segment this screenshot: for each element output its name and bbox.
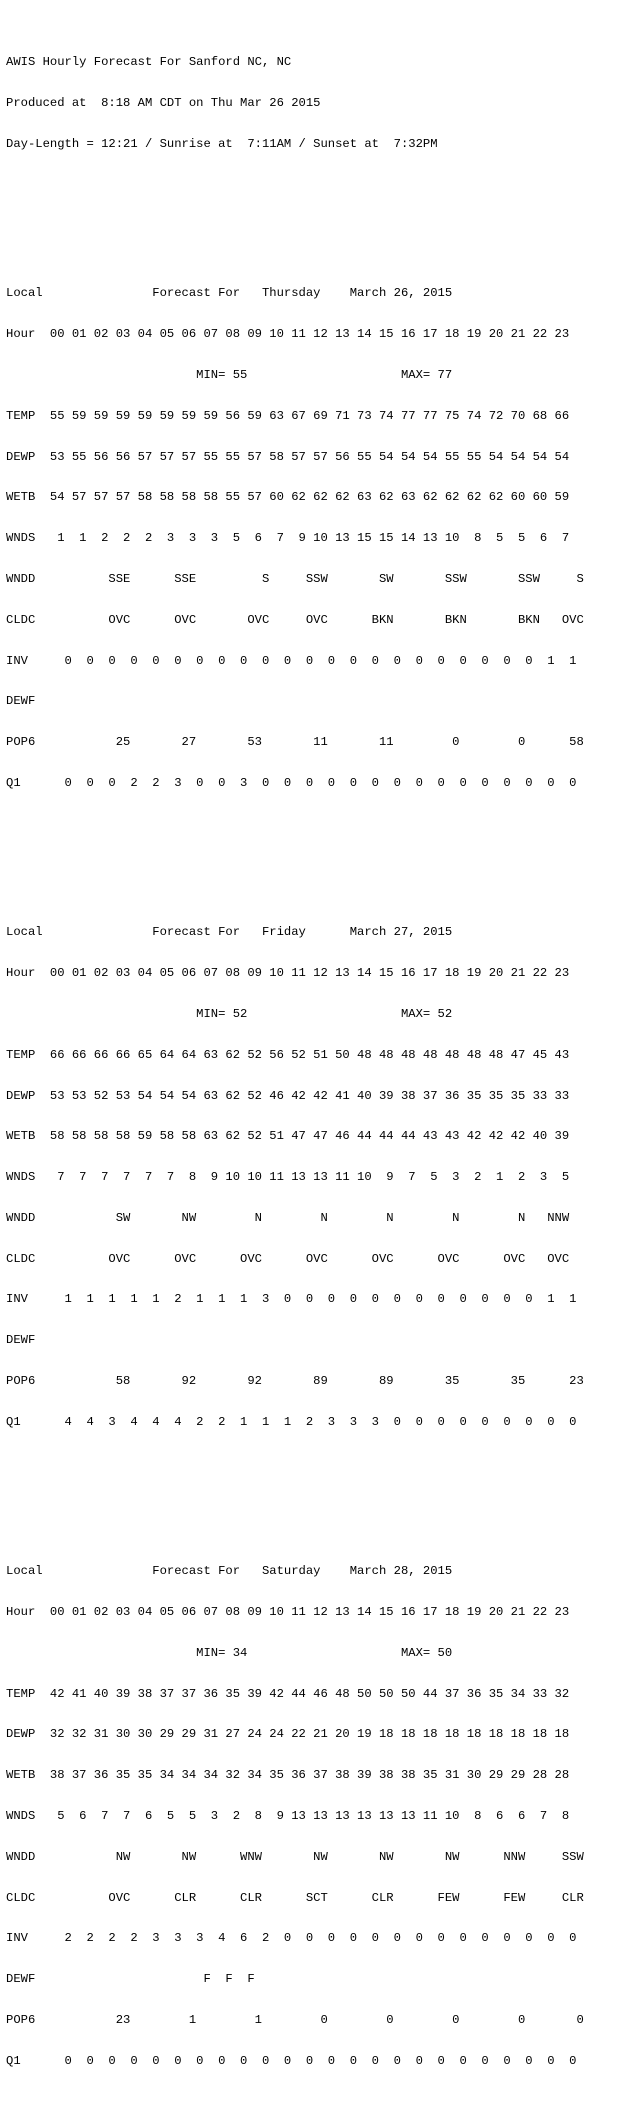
inv-row: INV 1 1 1 1 1 2 1 1 1 3 0 0 0 0 0 0 0 0 0 0 0 0 1 1 (6, 1292, 577, 1307)
report-title-line: AWIS Hourly Forecast For Sanford NC, NC (6, 55, 292, 70)
produced-at-line: Produced at 8:18 AM CDT on Thu Mar 26 2015 (6, 96, 321, 111)
pop6-row: POP6 23 1 1 0 0 0 0 0 (6, 2012, 584, 2027)
section-gap (6, 845, 633, 859)
q1-row: Q1 0 0 0 0 0 0 0 0 0 0 0 0 0 0 0 0 0 0 0 0 0 0 0 0 (6, 2053, 577, 2068)
min-max-row: MIN= 55 MAX= 77 (6, 368, 453, 383)
section-gap (6, 206, 633, 220)
local-date-line: Local Forecast For Saturday March 28, 2015 (6, 1564, 453, 1579)
dewp-row: DEWP 32 32 31 30 30 29 29 31 27 24 24 22 21 20 19 18 18 18 18 18 18 18 18 18 (6, 1727, 570, 1742)
wnds-row: WNDS 1 1 2 2 2 3 3 3 5 6 7 9 10 13 15 15 14 13 10 8 5 5 6 7 (6, 531, 570, 546)
temp-row: TEMP 55 59 59 59 59 59 59 59 56 59 63 67 69 71 73 74 77 77 75 74 72 70 68 66 (6, 408, 570, 423)
q1-row: Q1 0 0 0 2 2 3 0 0 3 0 0 0 0 0 0 0 0 0 0 0 0 0 0 0 (6, 775, 577, 790)
hour-row: Hour 00 01 02 03 04 05 06 07 08 09 10 11 12 13 14 15 16 17 18 19 20 21 22 23 (6, 327, 570, 342)
min-max-row: MIN= 52 MAX= 52 (6, 1006, 453, 1021)
wnds-row: WNDS 7 7 7 7 7 7 8 9 10 10 11 13 13 11 10 9 7 5 3 2 1 2 3 5 (6, 1170, 570, 1185)
wetb-row: WETB 54 57 57 57 58 58 58 58 55 57 60 62 62 62 63 62 63 62 62 62 62 60 60 59 (6, 490, 570, 505)
local-date-line: Local Forecast For Thursday March 26, 2015 (6, 286, 453, 301)
min-max-row: MIN= 34 MAX= 50 (6, 1645, 453, 1660)
wndd-row: WNDD NW NW WNW NW NW NW NNW SSW (6, 1849, 584, 1864)
wndd-row: WNDD SSE SSE S SSW SW SSW SSW S (6, 571, 584, 586)
report-header (6, 29, 633, 179)
forecast-block-friday (6, 899, 633, 1456)
wndd-row: WNDD SW NW N N N N N NNW (6, 1210, 570, 1225)
dewf-row: DEWF (6, 1333, 36, 1348)
dewf-row: DEWF (6, 694, 36, 709)
hour-row: Hour 00 01 02 03 04 05 06 07 08 09 10 11 12 13 14 15 16 17 18 19 20 21 22 23 (6, 966, 570, 981)
hour-row: Hour 00 01 02 03 04 05 06 07 08 09 10 11 12 13 14 15 16 17 18 19 20 21 22 23 (6, 1605, 570, 1620)
wetb-row: WETB 38 37 36 35 35 34 34 34 32 34 35 36 37 38 39 38 38 35 31 30 29 29 28 28 (6, 1768, 570, 1783)
inv-row: INV 2 2 2 2 3 3 3 4 6 2 0 0 0 0 0 0 0 0 0 0 0 0 0 0 (6, 1931, 577, 1946)
section-gap (6, 1484, 633, 1498)
dewp-row: DEWP 53 55 56 56 57 57 57 55 55 57 58 57 57 56 55 54 54 54 55 55 54 54 54 54 (6, 449, 570, 464)
dewf-row: DEWF F F F (6, 1972, 255, 1987)
cldc-row: CLDC OVC CLR CLR SCT CLR FEW FEW CLR (6, 1890, 584, 1905)
pop6-row: POP6 58 92 92 89 89 35 35 23 (6, 1373, 584, 1388)
forecast-block-thursday (6, 260, 633, 817)
wetb-row: WETB 58 58 58 58 59 58 58 63 62 52 51 47 47 46 44 44 44 43 43 42 42 42 40 39 (6, 1129, 570, 1144)
inv-row: INV 0 0 0 0 0 0 0 0 0 0 0 0 0 0 0 0 0 0 0 0 0 0 1 1 (6, 653, 577, 668)
local-date-line: Local Forecast For Friday March 27, 2015 (6, 925, 453, 940)
forecast-block-saturday (6, 1538, 633, 2095)
cldc-row: CLDC OVC OVC OVC OVC BKN BKN BKN OVC (6, 612, 584, 627)
pop6-row: POP6 25 27 53 11 11 0 0 58 (6, 735, 584, 750)
cldc-row: CLDC OVC OVC OVC OVC OVC OVC OVC OVC (6, 1251, 570, 1266)
temp-row: TEMP 66 66 66 66 65 64 64 63 62 52 56 52 51 50 48 48 48 48 48 48 48 47 45 43 (6, 1047, 570, 1062)
day-length-line: Day-Length = 12:21 / Sunrise at 7:11AM / Sunset at 7:32PM (6, 136, 438, 151)
temp-row: TEMP 42 41 40 39 38 37 37 36 35 39 42 44 46 48 50 50 50 44 37 36 35 34 33 32 (6, 1686, 570, 1701)
q1-row: Q1 4 4 3 4 4 4 2 2 1 1 1 2 3 3 3 0 0 0 0 0 0 0 0 0 (6, 1414, 577, 1429)
dewp-row: DEWP 53 53 52 53 54 54 54 63 62 52 46 42 42 41 40 39 38 37 36 35 35 35 33 33 (6, 1088, 570, 1103)
wnds-row: WNDS 5 6 7 7 6 5 5 3 2 8 9 13 13 13 13 13 13 11 10 8 6 6 7 8 (6, 1808, 570, 1823)
